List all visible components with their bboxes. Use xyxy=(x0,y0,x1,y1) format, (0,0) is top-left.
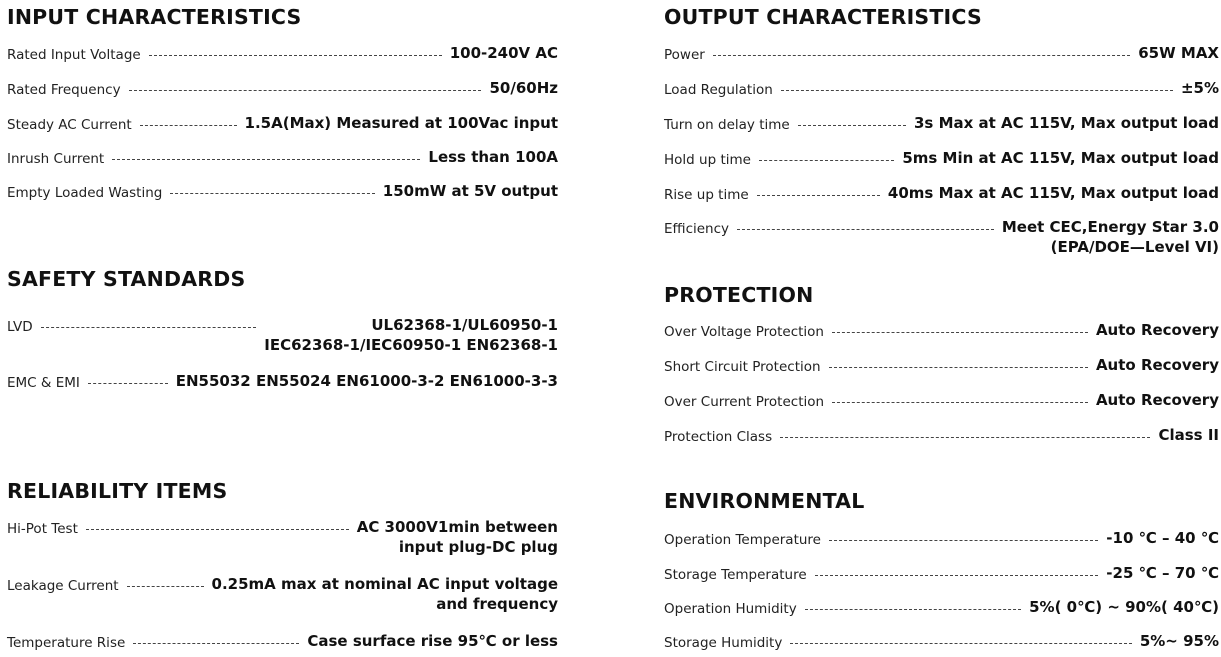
spec-row xyxy=(664,597,1219,619)
spec-row xyxy=(664,320,1219,342)
spec-row xyxy=(7,631,558,653)
spec-row xyxy=(7,78,558,100)
leader-dots xyxy=(149,43,442,56)
spec-row xyxy=(7,181,558,203)
spec-value: AC 3000V1min between input plug-DC plug xyxy=(356,518,558,556)
spec-label: Storage Temperature xyxy=(664,567,807,583)
leader-dots xyxy=(815,563,1099,576)
spec-label: Power xyxy=(664,47,705,63)
leader-dots xyxy=(829,528,1098,541)
spec-label: Temperature Rise xyxy=(7,635,126,651)
leader-dots xyxy=(112,147,420,160)
spec-value: 3s Max at AC 115V, Max output load xyxy=(913,114,1219,132)
spec-label: Hold up time xyxy=(664,152,751,168)
spec-label: Over Voltage Protection xyxy=(664,324,824,340)
leader-dots xyxy=(829,355,1088,368)
spec-value: Meet CEC,Energy Star 3.0 (EPA/DOE—Level VI) xyxy=(1001,218,1219,256)
spec-value: UL62368-1/UL60950-1 IEC62368-1/IEC60950-1 EN62368-1 xyxy=(264,316,558,354)
leader-dots xyxy=(170,181,374,194)
spec-value: -25 ℃ – 70 ℃ xyxy=(1106,564,1219,582)
section-title: SAFETY STANDARDS xyxy=(7,267,246,291)
spec-row xyxy=(664,78,1219,100)
spec-row xyxy=(664,355,1219,377)
spec-row xyxy=(664,113,1219,135)
section-title: OUTPUT CHARACTERISTICS xyxy=(664,5,982,29)
spec-row xyxy=(664,563,1219,585)
spec-value: 65W MAX xyxy=(1138,44,1219,62)
spec-label: Rise up time xyxy=(664,187,749,203)
spec-row xyxy=(664,425,1219,447)
section-title: RELIABILITY ITEMS xyxy=(7,479,228,503)
spec-value: Less than 100A xyxy=(428,148,558,166)
spec-value: 150mW at 5V output xyxy=(382,182,558,200)
spec-value: 5%( 0℃) ~ 90%( 40℃) xyxy=(1029,598,1219,616)
leader-dots xyxy=(86,517,349,530)
section-title: INPUT CHARACTERISTICS xyxy=(7,5,302,29)
safety-section xyxy=(7,266,558,292)
leader-dots xyxy=(805,597,1021,610)
spec-label: Inrush Current xyxy=(7,151,105,167)
spec-value: Auto Recovery xyxy=(1095,391,1219,409)
leader-dots xyxy=(140,113,237,126)
spec-label: EMC & EMI xyxy=(7,375,80,391)
spec-row xyxy=(7,574,558,614)
spec-value: 100-240V AC xyxy=(449,44,558,62)
spec-row xyxy=(7,517,558,557)
spec-row xyxy=(664,631,1219,653)
leader-dots xyxy=(41,315,257,328)
leader-dots xyxy=(757,183,880,196)
environmental-section xyxy=(664,488,1219,514)
spec-row xyxy=(664,528,1219,550)
spec-label: Protection Class xyxy=(664,429,773,445)
spec-label: Steady AC Current xyxy=(7,117,132,133)
leader-dots xyxy=(713,43,1130,56)
leader-dots xyxy=(133,631,299,644)
leader-dots xyxy=(88,371,168,384)
spec-row xyxy=(664,148,1219,170)
spec-label: Hi-Pot Test xyxy=(7,521,78,537)
spec-value: EN55032 EN55024 EN61000-3-2 EN61000-3-3 xyxy=(175,372,558,390)
spec-label: Load Regulation xyxy=(664,82,773,98)
spec-row xyxy=(664,183,1219,205)
spec-label: Leakage Current xyxy=(7,578,119,594)
spec-value: Class II xyxy=(1158,426,1219,444)
spec-value: 5%~ 95% xyxy=(1139,632,1219,650)
leader-dots xyxy=(832,390,1088,403)
leader-dots xyxy=(781,78,1173,91)
spec-row xyxy=(664,390,1219,412)
spec-label: LVD xyxy=(7,319,33,335)
spec-value: -10 ℃ – 40 ℃ xyxy=(1106,529,1219,547)
spec-label: Operation Temperature xyxy=(664,532,821,548)
leader-dots xyxy=(780,425,1150,438)
reliability-section xyxy=(7,478,558,504)
leader-dots xyxy=(832,320,1088,333)
leader-dots xyxy=(790,631,1132,644)
spec-label: Operation Humidity xyxy=(664,601,797,617)
spec-value: 1.5A(Max) Measured at 100Vac input xyxy=(244,114,558,132)
spec-label: Turn on delay time xyxy=(664,117,790,133)
spec-value: 5ms Min at AC 115V, Max output load xyxy=(902,149,1219,167)
spec-value: Auto Recovery xyxy=(1095,356,1219,374)
spec-row xyxy=(664,43,1219,65)
spec-label: Short Circuit Protection xyxy=(664,359,821,375)
spec-row xyxy=(7,43,558,65)
protection-section xyxy=(664,282,1219,308)
leader-dots xyxy=(737,217,994,230)
spec-label: Empty Loaded Wasting xyxy=(7,185,163,201)
leader-dots xyxy=(759,148,894,161)
leader-dots xyxy=(127,574,204,587)
spec-row xyxy=(7,315,558,355)
spec-row xyxy=(7,371,558,393)
spec-label: Efficiency xyxy=(664,221,730,237)
spec-value: 0.25mA max at nominal AC input voltage and frequency xyxy=(211,575,558,613)
spec-value: Case surface rise 95℃ or less xyxy=(307,632,558,650)
section-title: ENVIRONMENTAL xyxy=(664,489,865,513)
input-section xyxy=(7,4,558,30)
spec-label: Over Current Protection xyxy=(664,394,825,410)
spec-row xyxy=(664,217,1219,257)
spec-label: Rated Input Voltage xyxy=(7,47,141,63)
section-title: PROTECTION xyxy=(664,283,814,307)
spec-label: Rated Frequency xyxy=(7,82,121,98)
spec-label: Storage Humidity xyxy=(664,635,783,651)
spec-value: Auto Recovery xyxy=(1095,321,1219,339)
spec-value: 50/60Hz xyxy=(489,79,558,97)
spec-value: 40ms Max at AC 115V, Max output load xyxy=(887,184,1219,202)
output-section xyxy=(664,4,1219,30)
leader-dots xyxy=(129,78,482,91)
spec-row xyxy=(7,147,558,169)
spec-row xyxy=(7,113,558,135)
leader-dots xyxy=(798,113,906,126)
spec-value: ±5% xyxy=(1180,79,1219,97)
